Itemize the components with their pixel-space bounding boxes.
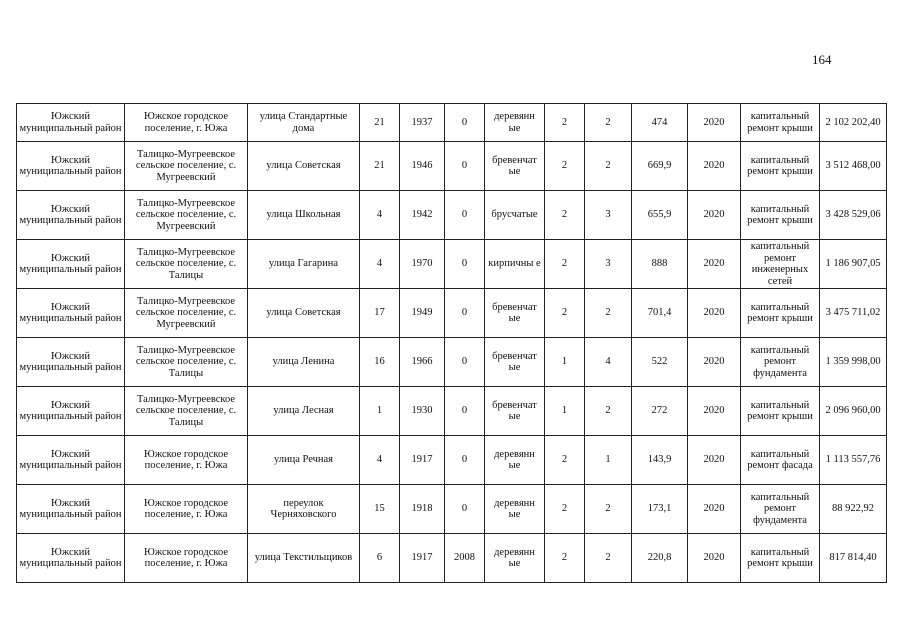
wall-material-cell: бревенчат ые bbox=[485, 387, 545, 436]
work-type-cell: капитальный ремонт фасада bbox=[741, 436, 820, 485]
work-type-cell: капитальный ремонт крыши bbox=[741, 142, 820, 191]
table-body bbox=[17, 104, 887, 583]
house-number-cell: 21 bbox=[360, 142, 400, 191]
house-number-cell: 17 bbox=[360, 289, 400, 338]
work-type-cell: капитальный ремонт крыши bbox=[741, 387, 820, 436]
cost-cell: 1 359 998,00 bbox=[820, 338, 887, 387]
cost-cell: 1 186 907,05 bbox=[820, 240, 887, 289]
reconstruction-year-cell: 0 bbox=[445, 142, 485, 191]
reconstruction-year-cell: 0 bbox=[445, 485, 485, 534]
entrances-cell: 2 bbox=[585, 534, 632, 583]
floors-cell: 1 bbox=[545, 338, 585, 387]
entrances-cell: 2 bbox=[585, 104, 632, 142]
entrances-cell: 3 bbox=[585, 191, 632, 240]
planned-year-cell: 2020 bbox=[688, 289, 741, 338]
settlement-cell: Талицко-Мугреевское сельское поселение, с. Мугреевский bbox=[125, 191, 248, 240]
page-number: 164 bbox=[812, 52, 832, 67]
area-cell: 522 bbox=[632, 338, 688, 387]
district-cell: Южский муниципальный район bbox=[17, 289, 125, 338]
year-built-cell: 1930 bbox=[400, 387, 445, 436]
year-built-cell: 1937 bbox=[400, 104, 445, 142]
wall-material-cell: бревенчат ые bbox=[485, 289, 545, 338]
wall-material-cell: бревенчат ые bbox=[485, 142, 545, 191]
work-type-cell: капитальный ремонт фундамента bbox=[741, 338, 820, 387]
settlement-cell: Талицко-Мугреевское сельское поселение, с. Талицы bbox=[125, 240, 248, 289]
year-built-cell: 1918 bbox=[400, 485, 445, 534]
reconstruction-year-cell: 0 bbox=[445, 104, 485, 142]
table-row bbox=[17, 289, 887, 338]
street-cell: переулок Черняховского bbox=[248, 485, 360, 534]
table-row bbox=[17, 338, 887, 387]
reconstruction-year-cell: 0 bbox=[445, 289, 485, 338]
entrances-cell: 2 bbox=[585, 485, 632, 534]
district-cell: Южский муниципальный район bbox=[17, 534, 125, 583]
house-number-cell: 4 bbox=[360, 436, 400, 485]
settlement-cell: Южское городское поселение, г. Южа bbox=[125, 534, 248, 583]
year-built-cell: 1966 bbox=[400, 338, 445, 387]
area-cell: 143,9 bbox=[632, 436, 688, 485]
work-type-cell: капитальный ремонт крыши bbox=[741, 191, 820, 240]
street-cell: улица Советская bbox=[248, 289, 360, 338]
planned-year-cell: 2020 bbox=[688, 436, 741, 485]
floors-cell: 2 bbox=[545, 534, 585, 583]
district-cell: Южский муниципальный район bbox=[17, 387, 125, 436]
planned-year-cell: 2020 bbox=[688, 534, 741, 583]
table-row bbox=[17, 534, 887, 583]
cost-cell: 1 113 557,76 bbox=[820, 436, 887, 485]
floors-cell: 2 bbox=[545, 485, 585, 534]
year-built-cell: 1942 bbox=[400, 191, 445, 240]
street-cell: улица Лесная bbox=[248, 387, 360, 436]
district-cell: Южский муниципальный район bbox=[17, 191, 125, 240]
cost-cell: 3 512 468,00 bbox=[820, 142, 887, 191]
year-built-cell: 1917 bbox=[400, 534, 445, 583]
year-built-cell: 1949 bbox=[400, 289, 445, 338]
district-cell: Южский муниципальный район bbox=[17, 240, 125, 289]
house-number-cell: 21 bbox=[360, 104, 400, 142]
district-cell: Южский муниципальный район bbox=[17, 338, 125, 387]
area-cell: 173,1 bbox=[632, 485, 688, 534]
table-row bbox=[17, 104, 887, 142]
house-number-cell: 1 bbox=[360, 387, 400, 436]
street-cell: улица Ленина bbox=[248, 338, 360, 387]
wall-material-cell: бревенчат ые bbox=[485, 338, 545, 387]
year-built-cell: 1970 bbox=[400, 240, 445, 289]
district-cell: Южский муниципальный район bbox=[17, 485, 125, 534]
cost-cell: 3 428 529,06 bbox=[820, 191, 887, 240]
wall-material-cell: деревянн ые bbox=[485, 436, 545, 485]
floors-cell: 1 bbox=[545, 387, 585, 436]
year-built-cell: 1946 bbox=[400, 142, 445, 191]
area-cell: 888 bbox=[632, 240, 688, 289]
street-cell: улица Гагарина bbox=[248, 240, 360, 289]
planned-year-cell: 2020 bbox=[688, 240, 741, 289]
street-cell: улица Советская bbox=[248, 142, 360, 191]
planned-year-cell: 2020 bbox=[688, 338, 741, 387]
housing-repair-table bbox=[16, 103, 887, 583]
wall-material-cell: деревянн ые bbox=[485, 485, 545, 534]
cost-cell: 88 922,92 bbox=[820, 485, 887, 534]
entrances-cell: 2 bbox=[585, 289, 632, 338]
street-cell: улица Школьная bbox=[248, 191, 360, 240]
wall-material-cell: кирпичны е bbox=[485, 240, 545, 289]
cost-cell: 2 102 202,40 bbox=[820, 104, 887, 142]
planned-year-cell: 2020 bbox=[688, 485, 741, 534]
entrances-cell: 3 bbox=[585, 240, 632, 289]
floors-cell: 2 bbox=[545, 104, 585, 142]
work-type-cell: капитальный ремонт фундамента bbox=[741, 485, 820, 534]
reconstruction-year-cell: 0 bbox=[445, 387, 485, 436]
table-row bbox=[17, 436, 887, 485]
entrances-cell: 1 bbox=[585, 436, 632, 485]
settlement-cell: Талицко-Мугреевское сельское поселение, с. Талицы bbox=[125, 387, 248, 436]
street-cell: улица Стандартные дома bbox=[248, 104, 360, 142]
reconstruction-year-cell: 0 bbox=[445, 240, 485, 289]
work-type-cell: капитальный ремонт крыши bbox=[741, 289, 820, 338]
floors-cell: 2 bbox=[545, 142, 585, 191]
wall-material-cell: деревянн ые bbox=[485, 534, 545, 583]
street-cell: улица Текстильщиков bbox=[248, 534, 360, 583]
cost-cell: 2 096 960,00 bbox=[820, 387, 887, 436]
entrances-cell: 2 bbox=[585, 387, 632, 436]
planned-year-cell: 2020 bbox=[688, 387, 741, 436]
area-cell: 669,9 bbox=[632, 142, 688, 191]
area-cell: 272 bbox=[632, 387, 688, 436]
planned-year-cell: 2020 bbox=[688, 104, 741, 142]
settlement-cell: Талицко-Мугреевское сельское поселение, с. Талицы bbox=[125, 338, 248, 387]
district-cell: Южский муниципальный район bbox=[17, 436, 125, 485]
table-row bbox=[17, 387, 887, 436]
table-row bbox=[17, 240, 887, 289]
house-number-cell: 4 bbox=[360, 191, 400, 240]
reconstruction-year-cell: 0 bbox=[445, 191, 485, 240]
cost-cell: 3 475 711,02 bbox=[820, 289, 887, 338]
house-number-cell: 6 bbox=[360, 534, 400, 583]
street-cell: улица Речная bbox=[248, 436, 360, 485]
floors-cell: 2 bbox=[545, 240, 585, 289]
floors-cell: 2 bbox=[545, 289, 585, 338]
settlement-cell: Талицко-Мугреевское сельское поселение, с. Мугреевский bbox=[125, 289, 248, 338]
reconstruction-year-cell: 2008 bbox=[445, 534, 485, 583]
area-cell: 655,9 bbox=[632, 191, 688, 240]
entrances-cell: 2 bbox=[585, 142, 632, 191]
area-cell: 220,8 bbox=[632, 534, 688, 583]
work-type-cell: капитальный ремонт крыши bbox=[741, 104, 820, 142]
settlement-cell: Южское городское поселение, г. Южа bbox=[125, 436, 248, 485]
table-row bbox=[17, 142, 887, 191]
house-number-cell: 4 bbox=[360, 240, 400, 289]
work-type-cell: капитальный ремонт крыши bbox=[741, 534, 820, 583]
settlement-cell: Южское городское поселение, г. Южа bbox=[125, 104, 248, 142]
district-cell: Южский муниципальный район bbox=[17, 104, 125, 142]
table-row bbox=[17, 191, 887, 240]
entrances-cell: 4 bbox=[585, 338, 632, 387]
work-type-cell: капитальный ремонт инженерных сетей bbox=[741, 240, 820, 289]
cost-cell: 817 814,40 bbox=[820, 534, 887, 583]
house-number-cell: 16 bbox=[360, 338, 400, 387]
reconstruction-year-cell: 0 bbox=[445, 436, 485, 485]
reconstruction-year-cell: 0 bbox=[445, 338, 485, 387]
house-number-cell: 15 bbox=[360, 485, 400, 534]
planned-year-cell: 2020 bbox=[688, 142, 741, 191]
settlement-cell: Талицко-Мугреевское сельское поселение, с. Мугреевский bbox=[125, 142, 248, 191]
floors-cell: 2 bbox=[545, 191, 585, 240]
wall-material-cell: брусчатые bbox=[485, 191, 545, 240]
settlement-cell: Южское городское поселение, г. Южа bbox=[125, 485, 248, 534]
district-cell: Южский муниципальный район bbox=[17, 142, 125, 191]
table-row bbox=[17, 485, 887, 534]
planned-year-cell: 2020 bbox=[688, 191, 741, 240]
area-cell: 474 bbox=[632, 104, 688, 142]
floors-cell: 2 bbox=[545, 436, 585, 485]
area-cell: 701,4 bbox=[632, 289, 688, 338]
wall-material-cell: деревянн ые bbox=[485, 104, 545, 142]
year-built-cell: 1917 bbox=[400, 436, 445, 485]
